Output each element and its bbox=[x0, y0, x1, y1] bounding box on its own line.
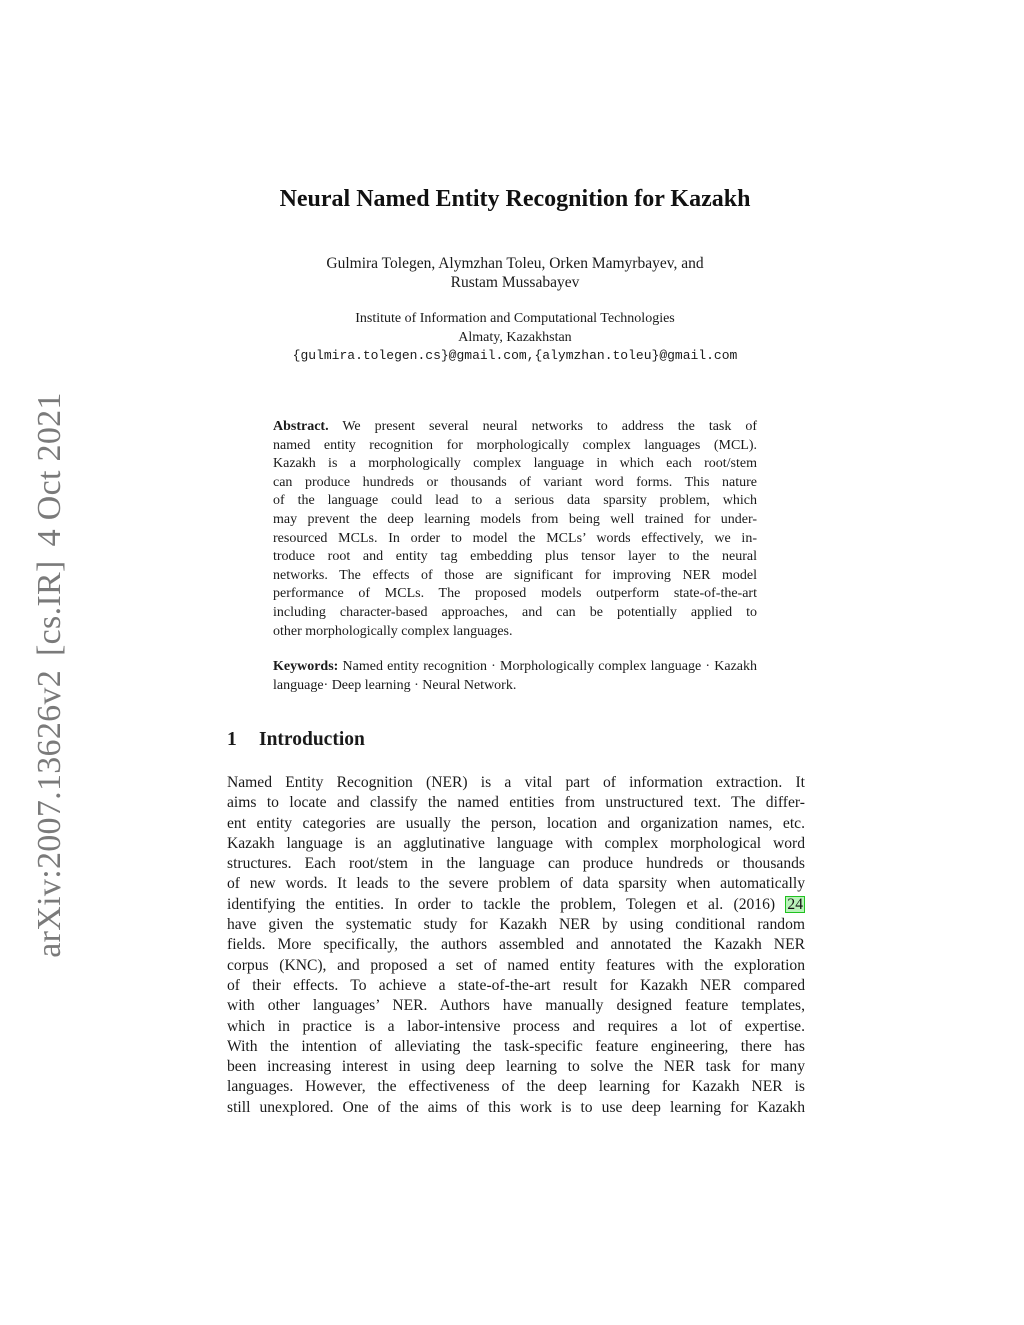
body-line: structures. Each root/stem in the language can produce hundreds or thousands bbox=[227, 855, 805, 873]
location: Almaty, Kazakhstan bbox=[458, 329, 572, 345]
body-line: ent entity categories are usually the person, location and organization names, etc. bbox=[227, 814, 805, 832]
body-line: aims to locate and classify the named entities from unstructured text. The differ- bbox=[227, 794, 805, 812]
body-line: Kazakh language is an agglutinative language with complex morphological word bbox=[227, 834, 805, 852]
abstract-line: troduce root and entity tag embedding plus tensor layer to the neural bbox=[273, 549, 757, 565]
body-line: been increasing interest in using deep learning to solve the NER task for many bbox=[227, 1058, 805, 1076]
body-line-with-citation bbox=[227, 895, 805, 915]
institute: Institute of Information and Computational Technologies bbox=[355, 311, 675, 326]
keywords-label: Keywords: bbox=[273, 659, 339, 674]
arxiv-date: 4 Oct 2021 bbox=[31, 392, 68, 547]
abstract-line: networks. The effects of those are significant for improving NER model bbox=[273, 567, 757, 583]
body-line: languages. However, the effectiveness of the deep learning for Kazakh NER is bbox=[227, 1078, 805, 1096]
paper-title: Neural Named Entity Recognition for Kazakh bbox=[279, 186, 751, 212]
body-line: identifying the entities. In order to tackle the problem, Tolegen et al. (2016) bbox=[227, 895, 776, 913]
body-line: of their effects. To achieve a state-of-the-art result for Kazakh NER compared bbox=[227, 976, 805, 994]
body-line: corpus (KNC), and proposed a set of named entity features with the exploration bbox=[227, 956, 805, 974]
body-line: still unexplored. One of the aims of this work is to use deep learning for Kazakh bbox=[227, 1098, 805, 1116]
body-line: of new words. It leads to the severe problem of data sparsity when automatically bbox=[227, 875, 805, 893]
abstract-line: We present several neural networks to address the task of bbox=[342, 419, 758, 434]
abstract-line: performance of MCLs. The proposed models outperform state-of-the-art bbox=[273, 586, 757, 602]
abstract-line: can produce hundreds or thousands of variant word forms. This nature bbox=[273, 474, 757, 490]
abstract-line: resourced MCLs. In order to model the MCLs’ words effectively, we in- bbox=[273, 530, 757, 546]
abstract-line: Kazakh is a morphologically complex language in which each root/stem bbox=[273, 456, 757, 472]
affiliation bbox=[0, 310, 1024, 366]
abstract-line: of the language could lead to a serious data sparsity problem, which bbox=[273, 493, 757, 509]
author-emails: {gulmira.tolegen.cs}@gmail.com,{alymzhan.toleu}@gmail.com bbox=[292, 348, 738, 363]
abstract-line: including character-based approaches, and can be potentially applied to bbox=[273, 604, 757, 620]
citation-link-24[interactable]: 24 bbox=[787, 895, 803, 913]
abstract-label: Abstract. bbox=[273, 419, 329, 434]
arxiv-side-stamp bbox=[31, 378, 69, 957]
arxiv-category: [cs.IR] bbox=[31, 560, 68, 656]
body-line: Named Entity Recognition (NER) is a vital part of information extraction. It bbox=[227, 774, 805, 791]
section-number: 1 bbox=[227, 729, 237, 750]
body-line: which in practice is a labor-intensive process and requires a lot of expertise. bbox=[227, 1017, 805, 1035]
author-line: Rustam Mussabayev bbox=[450, 274, 580, 291]
section-heading bbox=[227, 729, 365, 751]
abstract-line: other morphologically complex languages. bbox=[273, 623, 513, 639]
keywords bbox=[273, 657, 757, 695]
body-line: with other languages’ NER. Authors have manually designed feature templates, bbox=[227, 997, 805, 1015]
body-line: With the intention of alleviating the task-specific feature engineering, there has bbox=[227, 1037, 805, 1055]
abstract bbox=[273, 418, 757, 641]
introduction-body bbox=[227, 773, 805, 1118]
keywords-text: Named entity recognition · Morphologically complex language · Kazakh language· Deep learning · Neural Network. bbox=[273, 659, 757, 693]
body-line: fields. More specifically, the authors assembled and annotated the Kazakh NER bbox=[227, 936, 805, 954]
author-line: Gulmira Tolegen, Alymzhan Toleu, Orken Mamyrbayev, and bbox=[326, 255, 704, 272]
abstract-line: named entity recognition for morphologically complex languages (MCL). bbox=[273, 437, 757, 453]
body-line: have given the systematic study for Kazakh NER by using conditional random bbox=[227, 916, 805, 934]
author-list bbox=[0, 254, 1024, 292]
arxiv-id: arXiv:2007.13626v2 bbox=[31, 669, 68, 958]
abstract-line: may prevent the deep learning models from being well trained for under- bbox=[273, 511, 757, 527]
section-title: Introduction bbox=[259, 729, 365, 750]
